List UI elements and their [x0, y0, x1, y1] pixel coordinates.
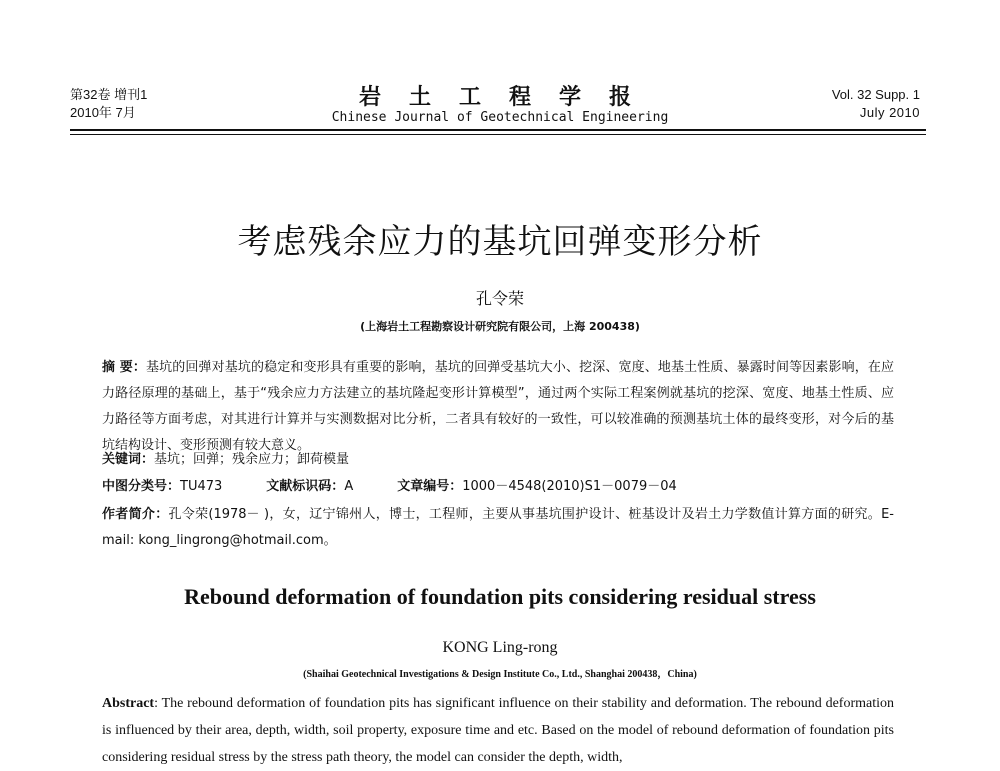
journal-title-cn: 岩土工程学报 — [358, 85, 659, 110]
abstract-cn-text: 基坑的回弹对基坑的稳定和变形具有重要的影响，基坑的回弹受基坑大小、挖深、宽度、地基土性质、暴露时间等因素影响，在应力路径原理的基础上，基于“残余应力方法建立的基坑隆起变形计算模型”，通过两个实际工程案例就基坑的挖深、宽度、地基土性质、应力路径等方面考虑，对其进行计算并与实测数据对比分析，二者具有较好的一致性，可以较准确的预测基坑土体的最终变形，对今后的基坑结构设计、变形预测有较大意义。 — [102, 360, 894, 453]
affiliation-cn: (上海岩土工程勘察设计研究院有限公司，上海 200438) — [360, 320, 640, 333]
journal-title-en: Chinese Journal of Geotechnical Engineering — [331, 110, 669, 125]
clc-label: 中图分类号： — [102, 479, 181, 494]
abstract-en-label: Abstract — [102, 696, 155, 711]
clc-value: TU473 — [180, 479, 223, 494]
abstract-cn-label: 摘 要： — [102, 360, 147, 375]
doc-code-label: 文献标识码： — [266, 479, 345, 494]
abstract-en-text: : The rebound deformation of foundation pits has significant influence on their stability and deformation. The rebound deformation is influenced by their area, depth, width, soil property, exposure time and etc. Based on the model of rebound deformation of foundation pits considering residual stress by the stress path theory, the model can consider the depth, width, — [102, 696, 894, 765]
header-right — [832, 86, 920, 122]
abstract-cn — [102, 355, 894, 459]
author-en: KONG Ling-rong — [442, 639, 558, 656]
paper-title-cn: 考虑残余应力的基坑回弹变形分析 — [237, 222, 763, 262]
volume-cn: 第32卷 增刊1 — [70, 87, 148, 102]
author-bio-label: 作者简介： — [102, 507, 169, 522]
classification-line — [102, 477, 894, 497]
keywords-cn — [102, 450, 894, 470]
abstract-en — [102, 690, 894, 771]
author-bio — [102, 502, 894, 554]
keywords-cn-label: 关键词： — [102, 452, 155, 467]
author-bio-text: 孔令荣(1978－ )，女，辽宁锦州人，博士，工程师，主要从事基坑围护设计、桩基设计及岩土力学数值计算方面的研究。E-mail: kong_lingrong@hotmail.com。 — [102, 507, 894, 548]
keywords-cn-text: 基坑；回弹；残余应力；卸荷模量 — [154, 452, 350, 467]
article-no-value: 1000－4548(2010)S1－0079－04 — [462, 479, 677, 494]
header-rule-thin — [70, 134, 926, 135]
author-cn: 孔令荣 — [475, 289, 524, 308]
date-en: July 2010 — [859, 105, 920, 120]
affiliation-en: (Shaihai Geotechnical Investigations & Design Institute Co., Ltd., Shanghai 200438，China) — [303, 669, 697, 680]
doc-code-value: A — [344, 479, 354, 494]
header-rule-thick — [70, 129, 926, 131]
date-cn: 2010年 7月 — [70, 105, 136, 120]
volume-en: Vol. 32 Supp. 1 — [831, 87, 920, 102]
article-no-label: 文章编号： — [397, 479, 463, 494]
paper-title-en: Rebound deformation of foundation pits considering residual stress — [184, 584, 816, 609]
